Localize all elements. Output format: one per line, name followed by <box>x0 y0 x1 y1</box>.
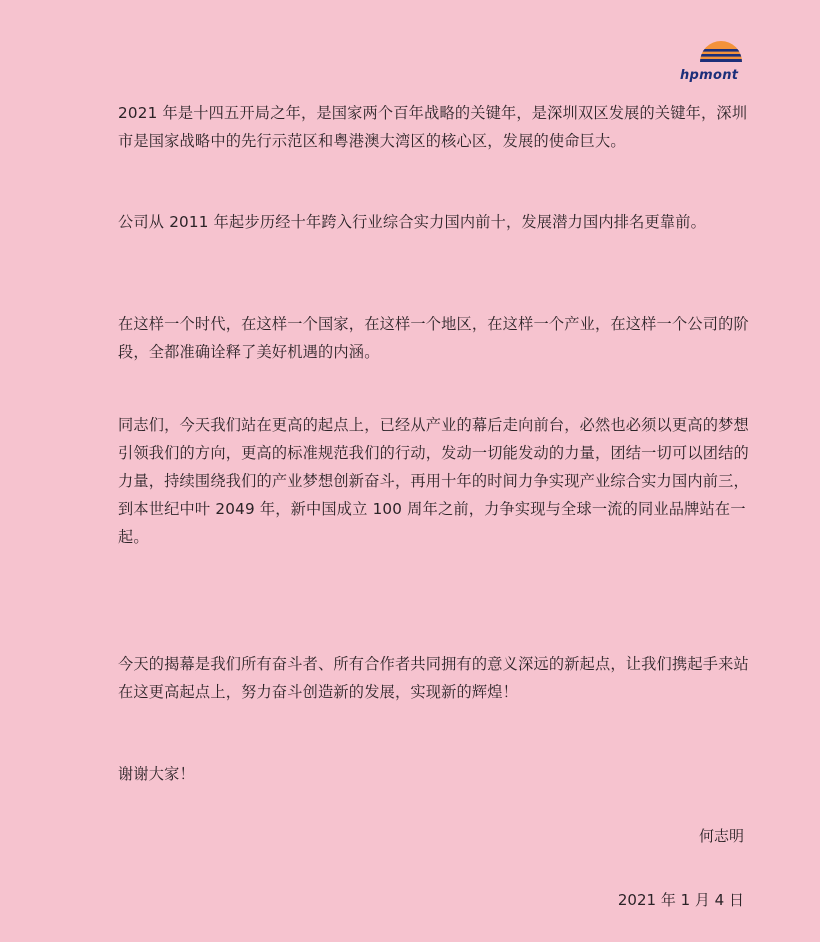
paragraph-1: 2021 年是十四五开局之年，是国家两个百年战略的关键年，是深圳双区发展的关键年，深圳市是国家战略中的先行示范区和粤港澳大湾区的核心区，发展的使命巨大。 <box>118 104 748 150</box>
sun-rising-logo-icon <box>676 28 766 68</box>
signature: 何志明 <box>698 827 744 845</box>
paragraph-5: 今天的揭幕是我们所有奋斗者、所有合作者共同拥有的意义深远的新起点，让我们携起手来站在这更高起点上，努力奋斗创造新的发展，实现新的辉煌！ <box>118 655 749 701</box>
paragraph-3: 在这样一个时代，在这样一个国家，在这样一个地区，在这样一个产业，在这样一个公司的阶段，全都准确诠释了美好机遇的内涵。 <box>118 315 749 361</box>
paragraph-6: 谢谢大家！ <box>118 765 195 783</box>
letter-date: 2021 年 1 月 4 日 <box>617 891 744 909</box>
paragraph-4: 同志们，今天我们站在更高的起点上，已经从产业的幕后走向前台，必然也必须以更高的梦想引领我们的方向，更高的标准规范我们的行动，发动一切能发动的力量，团结一切可以团结的力量，持续围绕我们的产业梦想创新奋斗，再用十年的时间力争实现产业综合实力国内前三，到本世纪中叶 2049 年，新中国成立 100 周年之前，力争实现与全球一流的同业品牌站在一起。 <box>118 416 749 546</box>
company-logo <box>676 28 766 88</box>
paragraph-2: 公司从 2011 年起步历经十年跨入行业综合实力国内前十，发展潜力国内排名更靠前。 <box>118 213 707 231</box>
logo-wordmark: hpmont <box>680 68 739 83</box>
